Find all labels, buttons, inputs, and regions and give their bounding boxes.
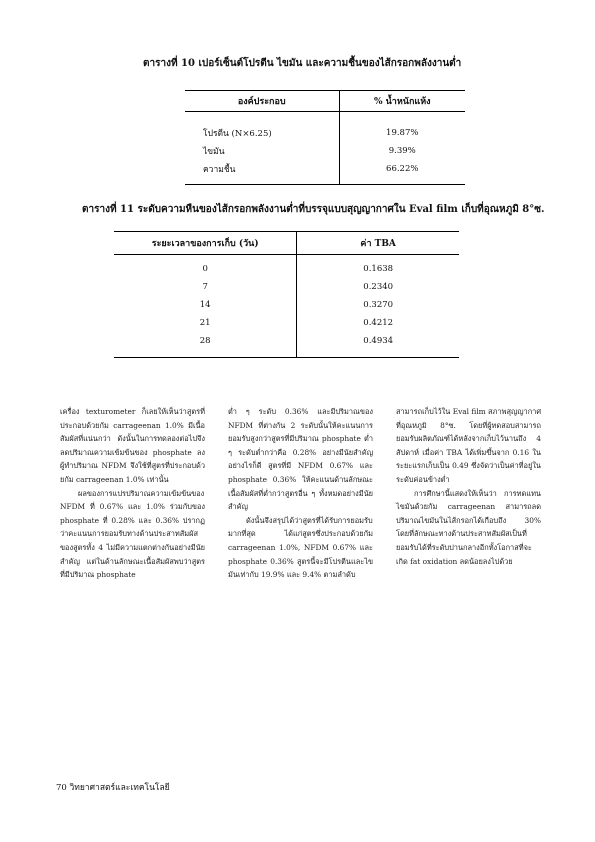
table-10-header-dry-weight: % น้ำหนักแห้ง — [339, 91, 465, 112]
paragraph: สามารถเก็บไว้ใน Eval film สภาพสุญญากาศที่อุณหภูมิ 8°ซ. โดยที่ผู้ทดสอบสามารถยอมรับผลิตภัณฑ์ได้หลังจากเก็บไว้นานถึง 4 สัปดาห์ เมื่อค่า TBA ได้เพิ่มขึ้นจาก 0.16 ในระยะแรกเก็บเป็น 0.49 ซึ่งจัดว่าเป็นค่าที่อยู่ในระดับค่อนข้างต่ำ — [396, 407, 542, 484]
table-10 — [185, 90, 465, 185]
table-cell: 14 — [114, 296, 297, 314]
table-row — [114, 314, 459, 332]
table-row — [114, 255, 459, 279]
table-10-caption: ตารางที่ 10 เปอร์เซ็นต์โปรตีน ไขมัน และความชื้นของไส้กรอกพลังงานต่ำ — [143, 58, 462, 69]
table-row — [114, 278, 459, 296]
table-cell: 66.22% — [386, 164, 419, 174]
table-row — [114, 332, 459, 358]
table-cell: 0 — [114, 255, 297, 279]
table-cell: โปรตีน (N×6.25) — [185, 112, 339, 143]
paragraph: การศึกษานี้แสดงให้เห็นว่า การทดแทนไขมันด้วยกัม carrageenan สามารถลดปริมาณไขมันในไส้กรอกได้เกือบถึง 30% โดยที่ลักษณะทางด้านประสาทสัมผัสเป็นที่ยอมรับได้ที่ระดับปานกลางอีกทั้งโอกาสที่จะเกิด fat oxidation ลดน้อยลงไปด้วย — [396, 488, 541, 566]
table-cell: 21 — [114, 314, 297, 332]
table-cell: ความชื้น — [185, 160, 339, 185]
paragraph: ต่ำ ๆ ระดับ 0.36% และมีปริมาณของ NFDM ที่ต่างกัน 2 ระดับนั้นให้คะแนนการยอมรับสูงกว่าสูตรที่มีปริมาณ phosphate ต่ำ ๆ ระดับต่ำกว่าคือ 0.28% อย่างมีนัยสำคัญ อย่างไรก็ดี สูตรที่มี NFDM 0.67% และ phosphate 0.36% ให้คะแนนด้านลักษณะเนื้อสัมผัสที่ต่ำกว่าสูตรอื่น ๆ ทั้งหมดอย่างมีนัยสำคัญ — [228, 407, 373, 512]
table-row — [114, 296, 459, 314]
page-footer: 70 วิทยาศาสตร์และเทคโนโลยี — [56, 783, 170, 793]
table-row — [185, 142, 465, 160]
table-cell: 7 — [114, 278, 297, 296]
body-column-3 — [396, 405, 541, 568]
table-cell: 0.3270 — [363, 300, 394, 310]
table-cell: 0.2340 — [363, 282, 394, 292]
table-11-caption: ตารางที่ 11 ระดับความหืนของไส้กรอกพลังงานต่ำที่บรรจุแบบสุญญากาศใน Eval film เก็บที่อุณหภูมิ 8°ซ. — [82, 204, 545, 215]
table-cell: 0.1638 — [363, 264, 394, 274]
table-row — [185, 160, 465, 185]
table-cell: ไขมัน — [185, 142, 339, 160]
table-11-header-storage-time: ระยะเวลาของการเก็บ (วัน) — [114, 232, 297, 255]
table-cell: 0.4212 — [363, 318, 394, 328]
table-cell: 19.87% — [386, 128, 419, 138]
paragraph: ผลของการแปรปริมาณความเข้มข้นของ NFDM ที่ 0.67% และ 1.0% ร่วมกับของ phosphate ที่ 0.28% และ 0.36% ปรากฏว่าคะแนนการยอมรับทางด้านประสาทสัมผัสของสูตรทั้ง 4 ไม่มีความแตกต่างกันอย่างมีนัยสำคัญ แต่ในด้านลักษณะเนื้อสัมผัสพบว่าสูตรที่มีปริมาณ phosphate — [60, 488, 205, 580]
body-column-1 — [60, 405, 205, 582]
table-11-header-tba: ค่า TBA — [297, 232, 459, 255]
paragraph: ดังนั้นจึงสรุปได้ว่าสูตรที่ได้รับการยอมรับมากที่สุด ได้แก่สูตรซึ่งประกอบด้วยกัม carrageenan 1.0%, NFDM 0.67% และ phosphate 0.36% สูตรนี้จะมีโปรตีนและไขมันเท่ากับ 19.9% และ 9.4% ตามลำดับ — [228, 515, 373, 580]
table-11 — [114, 231, 459, 358]
paragraph: เครื่อง texturometer ก็เลยให้เห็นว่าสูตรที่ประกอบด้วยกัม carrageenan 1.0% มีเนื้อสัมผัสที่แน่นกว่า ดังนั้นในการทดลองต่อไปจึงลดปริมาณความเข้มข้นของ phosphate ลง ผู้ทำปริมาณ NFDM จึงใช้ที่สูตรที่ประกอบด้วยกัม carrageenan 1.0% เท่านั้น — [60, 407, 205, 484]
table-row — [185, 112, 465, 143]
table-cell: 0.4934 — [363, 336, 394, 346]
table-10-header-composition: องค์ประกอบ — [185, 91, 339, 112]
table-cell: 9.39% — [388, 146, 416, 156]
table-cell: 28 — [114, 332, 297, 358]
body-column-2 — [228, 405, 373, 582]
